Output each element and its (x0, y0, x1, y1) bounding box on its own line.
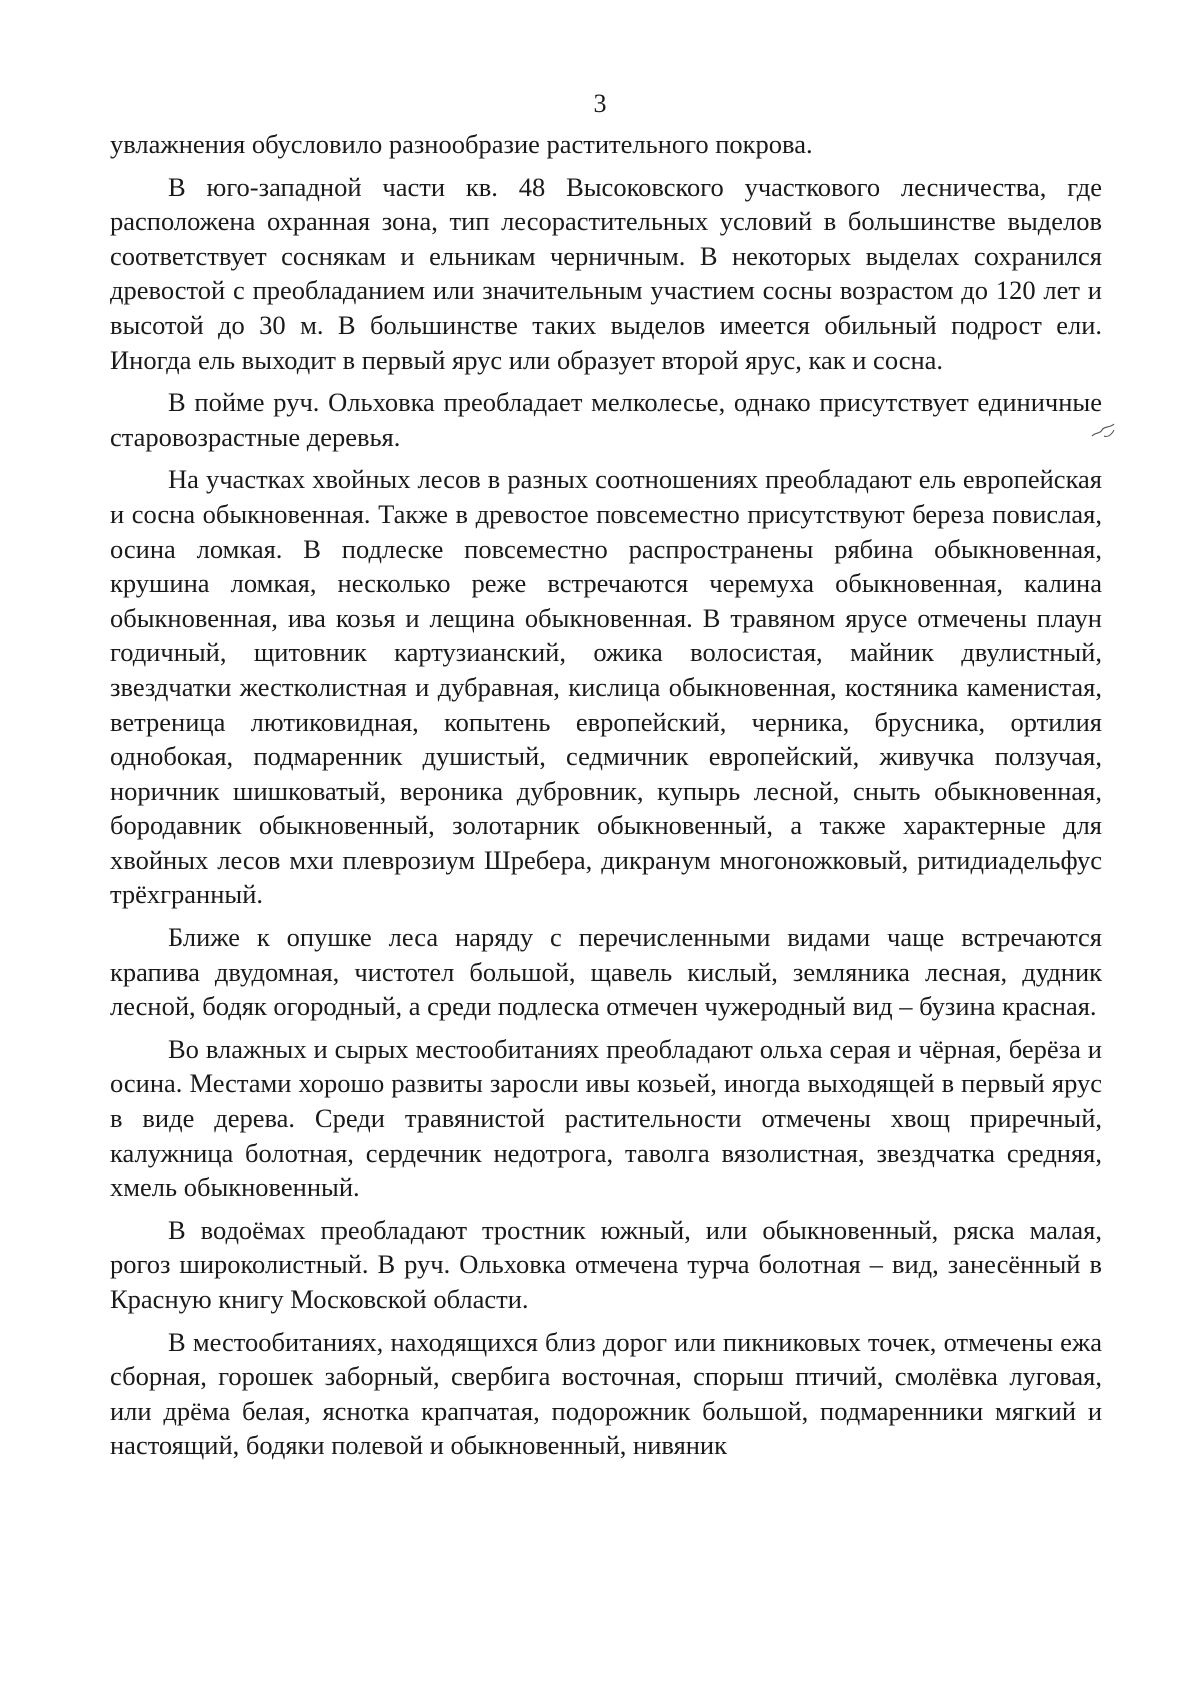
paragraph-southwest-part: В юго-западной части кв. 48 Высоковского участкового лесничества, где расположена охранная зона, тип лесорастительных условий в большинстве выделов соответствует соснякам и ельникам черничным. В некоторых выделах сохранился древостой с преобладанием или значительным участием сосны возрастом до 120 лет и высотой до 30 м. В большинстве таких выделов имеется обильный подрост ели. Иногда ель выходит в первый ярус или образует второй ярус, как и сосна. (110, 171, 1102, 375)
paragraph-coniferous-forests: На участках хвойных лесов в разных соотношениях преобладают ель европейская и сосна обыкновенная. Также в древостое повсеместно присутствуют береза повислая, осина ломкая. В подлеске повсеместно распространены рябина обыкновенная, крушина ломкая, несколько реже встречаются черемуха обыкновенная, калина обыкновенная, ива козья и лещина обыкновенная. В травяном ярусе отмечены плаун годичный, щитовник картузианский, ожика волосистая, майник двулистный, звездчатки жестколистная и дубравная, кислица обыкновенная, костяника каменистая, ветреница лютиковидная, копытень европейский, черника, брусника, ортилия однобокая, подмаренник душистый, седмичник европейский, живучка ползучая, норичник шишковатый, вероника дубровник, купырь лесной, сныть обыкновенная, бородавник обыкновенный, золотарник обыкновенный, а также характерные для хвойных лесов мхи плеврозиум Шребера, дикранум многоножковый, ритидиадельфус трёхгранный. (110, 464, 1102, 910)
paragraph-floodplain: В пойме руч. Ольховка преобладает мелколесье, однако присутствует единичные старовозрастные деревья. (110, 387, 1102, 452)
paragraph-water-bodies: В водоёмах преобладают тростник южный, или обыкновенный, ряска малая, рогоз широколистный. В руч. Ольховка отмечена турча болотная – вид, занесённый в Красную книгу Московской области. (110, 1214, 1102, 1314)
document-body (110, 127, 1102, 1471)
paragraph-forest-edge: Ближе к опушке леса наряду с перечисленными видами чаще встречаются крапива двудомная, чистотел большой, щавель кислый, земляника лесная, дудник лесной, бодяк огородный, а среди подлеска отмечен чужеродный вид – бузина красная. (110, 922, 1102, 1022)
paragraph-wet-habitats: Во влажных и сырых местообитаниях преобладают ольха серая и чёрная, берёза и осина. Местами хорошо развиты заросли ивы козьей, иногда выходящей в первый ярус в виде дерева. Среди травянистой растительности отмечены хвощ приречный, калужница болотная, сердечник недотрога, таволга вязолистная, звездчатка средняя, хмель обыкновенный. (110, 1033, 1102, 1203)
handwritten-correction-mark (1090, 420, 1118, 442)
paragraph-continuation: увлажнения обусловило разнообразие растительного покрова. (110, 129, 813, 159)
page-number: 3 (593, 89, 607, 118)
paragraph-roadside-habitats: В местообитаниях, находящихся близ дорог или пикниковых точек, отмечены ежа сборная, горошек заборный, свербига восточная, спорыш птичий, смолёвка луговая, или дрёма белая, яснотка крапчатая, подорожник большой, подмаренники мягкий и настоящий, бодяки полевой и обыкновенный, нивяник (110, 1326, 1102, 1461)
